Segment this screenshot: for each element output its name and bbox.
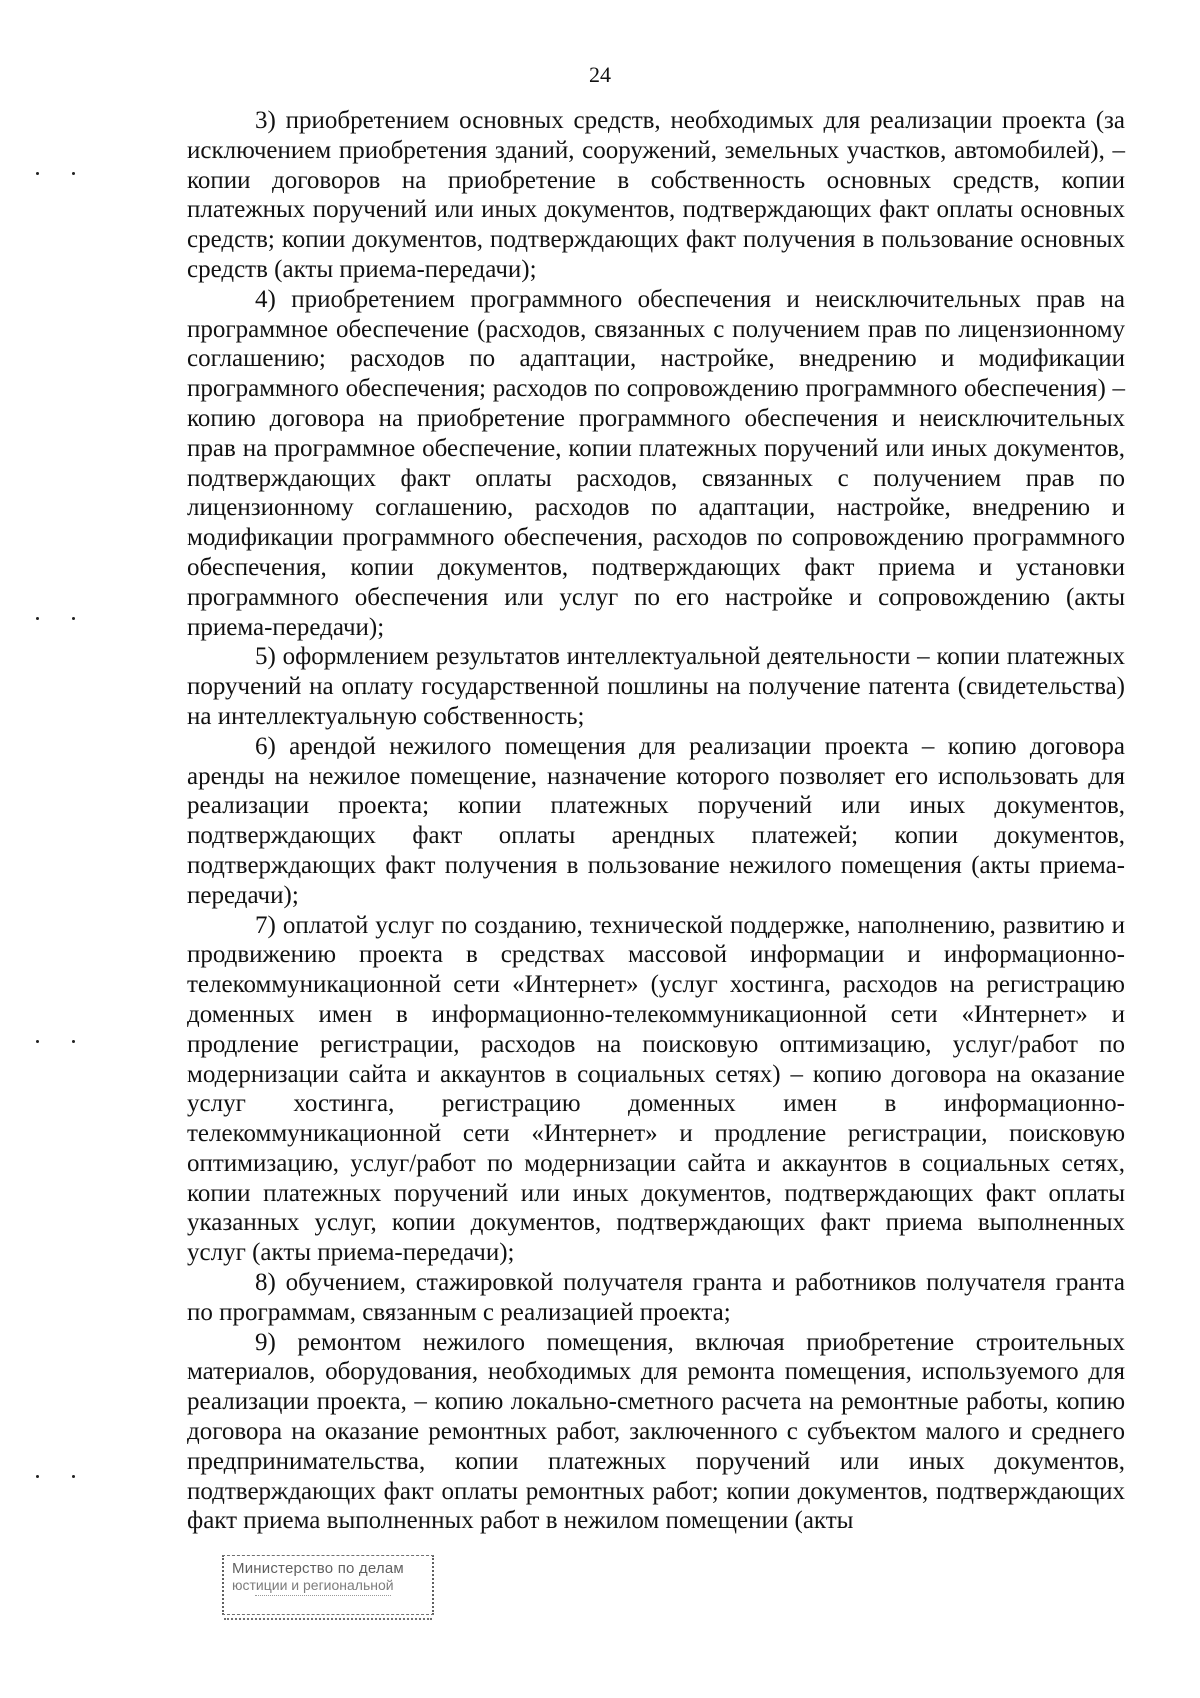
ministry-stamp: [222, 1555, 434, 1615]
margin-mark: [30, 172, 90, 178]
margin-mark: [30, 1475, 90, 1481]
stamp-border: [224, 1618, 432, 1620]
stamp-line: юстиции и региональной: [232, 1577, 394, 1593]
paragraph-item-5: 5) оформлением результатов интеллектуальной деятельности – копии платежных поручений на оплату государственной пошлины на получение патента (свидетельства) на интеллектуальную собственность;: [187, 643, 1125, 730]
stamp-divider: [255, 1595, 391, 1608]
paragraph-item-6: 6) арендой нежилого помещения для реализации проекта – копию договора аренды на нежилое помещение, назначение которого позволяет его использовать для реализации проекта; копии платежных поручений или иных документов, подтверждающих факт оплаты арендных платежей; копии документов, подтверждающих факт получения в пользование нежилого помещения (акты приема-передачи);: [187, 732, 1125, 909]
stamp-line: Министерство по делам: [232, 1560, 404, 1577]
margin-mark: [30, 1040, 90, 1046]
paragraph-item-3: 3) приобретением основных средств, необходимых для реализации проекта (за исключением приобретения зданий, сооружений, земельных участков, автомобилей), – копии договоров на приобретение в собственность основных средств, копии платежных поручений или иных документов, подтверждающих факт оплаты основных средств; копии документов, подтверждающих факт получения в пользование основных средств (акты приема-передачи);: [187, 107, 1125, 283]
paragraph-item-4: 4) приобретением программного обеспечения и неисключительных прав на программное обеспечение (расходов, связанных с получением прав по лицензионному соглашению; расходов по адаптации, настройке, внедрению и модификации программного обеспечения; расходов по сопровождению программного обеспечения) – копию договора на приобретение программного обеспечения и неисключительных прав на программное обеспечение, копии платежных поручений или иных документов, подтверждающих факт оплаты расходов, связанных с получением прав по лицензионному соглашению, расходов по адаптации, настройке, внедрению и модификации программного обеспечения, расходов по сопровождению программного обеспечения, копии документов, подтверждающих факт приема и установки программного обеспечения или услуг по его настройке и сопровождению (акты приема-передачи);: [187, 285, 1125, 641]
document-body: [187, 106, 1125, 1536]
paragraph-item-8: 8) обучением, стажировкой получателя гранта и работников получателя гранта по программам, связанным с реализацией проекта;: [187, 1269, 1125, 1326]
paragraph-item-7: 7) оплатой услуг по созданию, технической поддержке, наполнению, развитию и продвижению проекта в средствах массовой информации и информационно-телекоммуникационной сети «Интернет» (услуг хостинга, расходов на регистрацию доменных имен в информационно-телекоммуникационной сети «Интернет» и продление регистрации, расходов на поисковую оптимизацию, услуг/работ по модернизации сайта и аккаунтов в социальных сетях) – копию договора на оказание услуг хостинга, регистрацию доменных имен в информационно-телекоммуникационной сети «Интернет» и продление регистрации, поисковую оптимизацию, услуг/работ по модернизации сайта и аккаунтов в социальных сетях, копии платежных поручений или иных документов, подтверждающих факт оплаты указанных услуг, копии документов, подтверждающих факт приема выполненных услуг (акты приема-передачи);: [187, 911, 1125, 1267]
margin-mark: [30, 617, 90, 623]
paragraph-item-9: 9) ремонтом нежилого помещения, включая приобретение строительных материалов, оборудования, необходимых для ремонта помещения, используемого для реализации проекта, – копию локально-сметного расчета на ремонтные работы, копию договора на оказание ремонтных работ, заключенного с субъектом малого и среднего предпринимательства, копии платежных поручений или иных документов, подтверждающих факт оплаты ремонтных работ; копии документов, подтверждающих факт приема выполненных работ в нежилом помещении (акты: [187, 1328, 1125, 1535]
page-number: 24: [589, 62, 611, 87]
